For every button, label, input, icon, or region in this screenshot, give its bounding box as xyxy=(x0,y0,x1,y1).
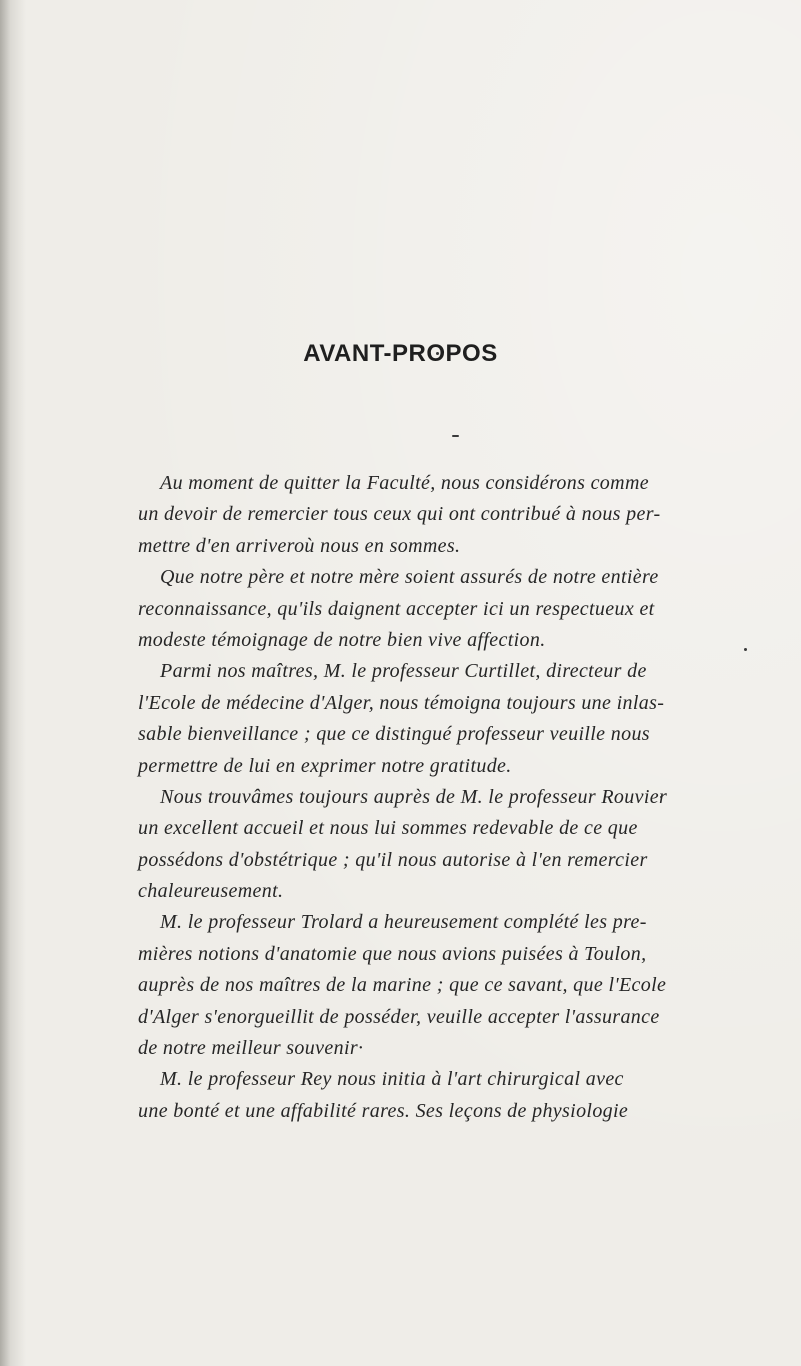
page-edge-shadow xyxy=(0,0,26,1366)
text-line: modeste témoignage de notre bien vive affection. xyxy=(138,628,546,651)
text-line: possédons d'obstétrique ; qu'il nous autorise à l'en remercier xyxy=(138,848,648,871)
text-line: de notre meilleur souvenir· xyxy=(138,1037,364,1060)
text-line: Parmi nos maîtres, M. le professeur Curtillet, directeur de xyxy=(160,660,647,683)
text-line: un devoir de remercier tous ceux qui ont contribué à nous per- xyxy=(138,503,661,526)
ink-speck xyxy=(452,435,459,437)
text-line: auprès de nos maîtres de la marine ; que ce savant, que l'Ecole xyxy=(138,974,667,997)
text-line: chaleureusement. xyxy=(138,880,284,903)
text-line: mières notions d'anatomie que nous avions puisées à Toulon, xyxy=(138,942,647,965)
page-title: AVANT-PROPOS xyxy=(303,340,498,367)
text-line: d'Alger s'enorgueillit de posséder, veuille accepter l'assurance xyxy=(138,1005,660,1028)
preface-text xyxy=(138,468,778,1127)
text-line: Au moment de quitter la Faculté, nous considérons comme xyxy=(160,472,649,494)
text-line: Que notre père et notre mère soient assurés de notre entière xyxy=(160,566,659,589)
text-line: M. le professeur Trolard a heureusement complété les pre- xyxy=(160,911,647,934)
text-line: sable bienveillance ; que ce distingué professeur veuille nous xyxy=(138,723,650,746)
text-line: mettre d'en arriveroù nous en sommes. xyxy=(138,534,461,557)
text-line: reconnaissance, qu'ils daignent accepter ici un respectueux et xyxy=(138,597,655,620)
text-line: un excellent accueil et nous lui sommes redevable de ce que xyxy=(138,817,638,840)
text-line: M. le professeur Rey nous initia à l'art chirurgical avec xyxy=(160,1068,624,1091)
text-line: permettre de lui en exprimer notre gratitude. xyxy=(138,754,512,777)
text-line: une bonté et une affabilité rares. Ses leçons de physiologie xyxy=(138,1099,629,1122)
text-line: l'Ecole de médecine d'Alger, nous témoigna toujours une inlas- xyxy=(138,691,665,714)
text-line: Nous trouvâmes toujours auprès de M. le professeur Rouvier xyxy=(160,785,668,808)
